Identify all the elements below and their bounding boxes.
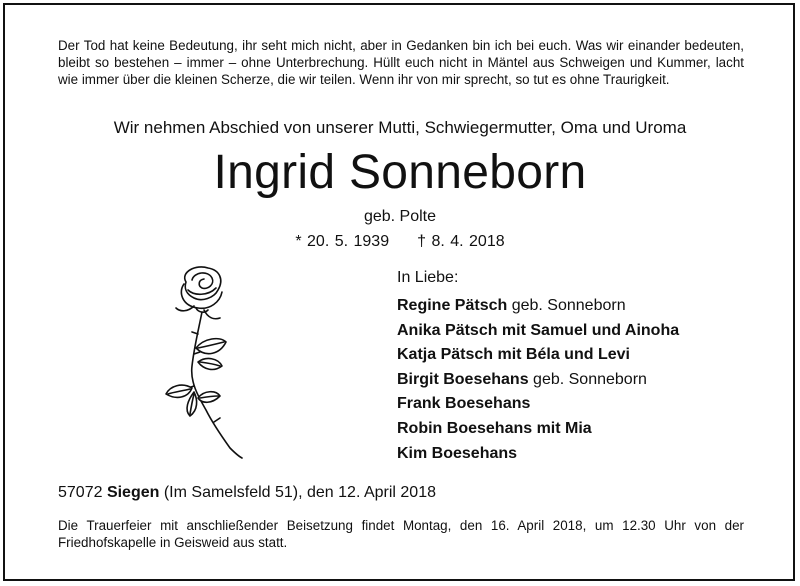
intro-line: Wir nehmen Abschied von unserer Mutti, Schwiegermutter, Oma und Uroma [113, 118, 687, 137]
death-date: † 8. 4. 2018 [417, 233, 505, 250]
mourner-item: Frank Boesehans [397, 395, 531, 413]
mourner-item: Katja Pätsch mit Béla und Levi [397, 346, 630, 364]
mourners-list [397, 268, 777, 466]
mourner-item: Robin Boesehans mit Mia [397, 419, 592, 437]
life-dates [0, 232, 800, 252]
mourners-heading: In Liebe: [397, 269, 459, 286]
city-name: Siegen [106, 484, 160, 501]
poem-text: Der Tod hat keine Bedeutung, ihr seht mich nicht, aber in Gedanken bin ich bei euch. Was wir einander bedeuten, bleibt so bestehen – immer – ohne Unterbrechung. Hüllt euch nicht in Mäntel aus Schweigen und Kummer, lacht wie immer über die kleinen Scherze, die wir teilen. Wenn ihr von mir sprecht, so tut es ohne Traurigkeit. [58, 38, 744, 87]
deceased-name: Ingrid Sonneborn [213, 146, 587, 199]
funeral-info: Die Trauerfeier mit anschließender Beisetzung findet Montag, den 16. April 2018, um 12.30 Uhr von der Friedhofskapelle in Geisweid aus statt. [58, 518, 744, 550]
rose-icon [158, 262, 258, 462]
mourner-item: Kim Boesehans [397, 444, 518, 462]
mourner-item: Anika Pätsch mit Samuel und Ainoha [397, 321, 680, 339]
mourner-item: Birgit Boesehans geb. Sonneborn [397, 370, 647, 388]
mourner-item: Regine Pätsch geb. Sonneborn [397, 297, 626, 314]
place-date-line: 57072 Siegen (Im Samelsfeld 51), den 12. April 2018 [58, 484, 436, 501]
maiden-name: geb. Polte [363, 208, 437, 225]
birth-date: * 20. 5. 1939 [295, 233, 390, 250]
